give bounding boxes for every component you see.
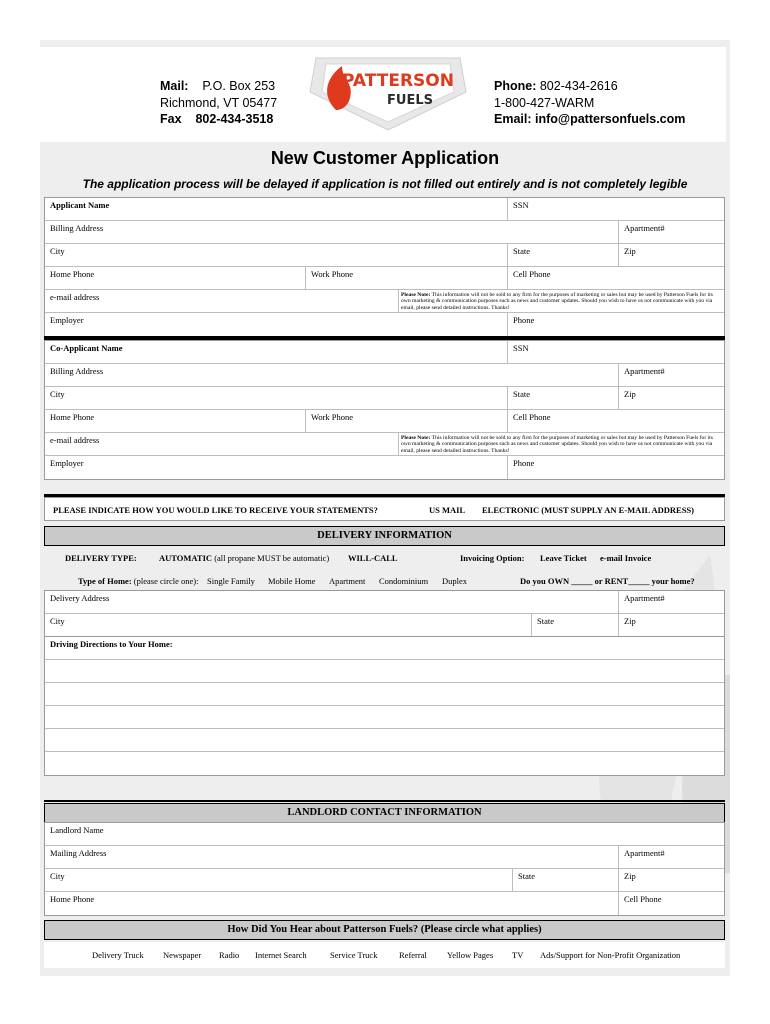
landlord-apartment-field[interactable]: Apartment#: [618, 846, 724, 868]
email-invoice-label: e-mail Invoice: [600, 553, 652, 563]
mail-line2: Richmond, VT 05477: [160, 95, 278, 110]
home-type-label-text: Type of Home:: [78, 576, 132, 586]
delivery-address-field[interactable]: Delivery Address: [50, 593, 110, 603]
email-invoice-option[interactable]: [600, 553, 651, 563]
statements-electronic-option[interactable]: ELECTRONIC (MUST SUPPLY AN E-MAIL ADDRESS): [482, 505, 694, 515]
note-label: Please Note:: [401, 292, 431, 298]
home-type-mobile-home[interactable]: Mobile Home: [268, 576, 316, 586]
delivery-type-row: [65, 553, 137, 563]
coapplicant-home-phone-field[interactable]: Home Phone: [50, 412, 95, 422]
applicant-state-field[interactable]: State: [507, 244, 618, 266]
note-text: This information will not be sold to any firm for the purposes of marketing or sales but may be used by Patterson Fuels for its own marketing & communication purposes such as news and customer updates. Should you wish to have us not communicate with you via email, please send detailed instructions. Thanks!: [401, 292, 713, 311]
referral-service-truck[interactable]: Service Truck: [330, 950, 378, 960]
delivery-type-label: DELIVERY TYPE:: [65, 553, 137, 563]
landlord-home-phone-field[interactable]: Home Phone: [50, 894, 95, 904]
delivery-apartment-field[interactable]: Apartment#: [618, 591, 724, 613]
logo-top-text: PATTERSON: [342, 71, 454, 91]
directions-line[interactable]: [45, 706, 724, 729]
leave-ticket-label: Leave Ticket: [540, 553, 587, 563]
directions-line[interactable]: [45, 729, 724, 752]
invoicing-label-text: Invoicing Option:: [460, 553, 525, 563]
invoicing-label: [460, 553, 524, 563]
delivery-address-section: [44, 590, 725, 638]
page-title: New Customer Application: [270, 148, 500, 168]
automatic-label: AUTOMATIC: [159, 553, 213, 563]
home-type-duplex[interactable]: Duplex: [442, 576, 468, 586]
directions-section: [44, 636, 725, 776]
fax-label: Fax: [160, 112, 182, 126]
coapplicant-name-field[interactable]: Co-Applicant Name: [50, 343, 123, 353]
home-type-label: [78, 576, 198, 586]
note-text: This information will not be sold to any firm for the purposes of marketing or sales but may be used by Patterson Fuels for its own marketing & communication purposes such as news and customer updates. Should you wish to have us not communicate with you via email, please send detailed instructions. Thanks!: [401, 435, 713, 454]
coapplicant-billing-field[interactable]: Billing Address: [50, 366, 104, 376]
will-call-option[interactable]: [348, 553, 398, 563]
delivery-heading: DELIVERY INFORMATION: [44, 526, 725, 546]
referral-referral[interactable]: Referral: [399, 950, 427, 960]
applicant-name-field[interactable]: Applicant Name: [50, 200, 110, 210]
landlord-name-field[interactable]: Landlord Name: [50, 825, 104, 835]
landlord-zip-field[interactable]: Zip: [618, 869, 724, 891]
page-subtitle: The application process will be delayed if application is not filled out entirely and is not completely legible: [82, 177, 688, 191]
note-label: Please Note:: [401, 435, 431, 441]
referral-yellow-pages[interactable]: Yellow Pages: [447, 950, 494, 960]
fax-value: 802-434-3518: [195, 112, 274, 126]
landlord-mailing-field[interactable]: Mailing Address: [50, 848, 107, 858]
landlord-heading: LANDLORD CONTACT INFORMATION: [44, 803, 725, 823]
email-value: Email: info@pattersonfuels.com: [494, 112, 686, 126]
coapplicant-employer-phone-field[interactable]: Phone: [507, 456, 724, 479]
leave-ticket-option[interactable]: [540, 553, 587, 563]
delivery-state-field[interactable]: State: [531, 614, 618, 637]
statements-us-mail-option[interactable]: US MAIL: [429, 505, 466, 515]
applicant-work-phone-field[interactable]: Work Phone: [305, 267, 507, 289]
landlord-cell-phone-field[interactable]: Cell Phone: [618, 892, 724, 915]
phone-value: 802-434-2616: [539, 79, 618, 93]
home-type-note: (please circle one):: [133, 576, 199, 586]
statements-row: [44, 497, 725, 521]
coapplicant-cell-phone-field[interactable]: Cell Phone: [507, 410, 724, 432]
coapplicant-ssn-field[interactable]: SSN: [507, 341, 724, 363]
home-type-apartment[interactable]: Apartment: [329, 576, 366, 586]
referral-delivery-truck[interactable]: Delivery Truck: [92, 950, 144, 960]
directions-label: Driving Directions to Your Home:: [50, 639, 173, 649]
referral-radio[interactable]: Radio: [219, 950, 240, 960]
applicant-email-field[interactable]: e-mail address: [50, 292, 100, 302]
referral-options: [44, 942, 725, 968]
phone2-value: 1-800-427-WARM: [494, 95, 595, 110]
will-call-label: WILL-CALL: [348, 553, 398, 563]
landlord-city-field[interactable]: City: [50, 871, 65, 881]
coapplicant-section: [44, 340, 725, 480]
section-divider: [44, 800, 725, 802]
referral-internet-search[interactable]: Internet Search: [255, 950, 307, 960]
referral-tv[interactable]: TV: [512, 950, 524, 960]
applicant-zip-field[interactable]: Zip: [618, 244, 724, 266]
applicant-city-field[interactable]: City: [50, 246, 65, 256]
delivery-city-field[interactable]: City: [50, 616, 65, 626]
delivery-zip-field[interactable]: Zip: [618, 614, 724, 637]
home-type-condominium[interactable]: Condominium: [379, 576, 429, 586]
applicant-employer-field[interactable]: Employer: [50, 315, 84, 325]
mail-label: Mail:: [160, 79, 189, 93]
applicant-employer-phone-field[interactable]: Phone: [507, 313, 724, 336]
own-rent-question[interactable]: Do you OWN _____ or RENT_____ your home?: [520, 576, 695, 586]
directions-line[interactable]: [45, 752, 724, 775]
applicant-section: [44, 197, 725, 337]
contact-info: [494, 78, 685, 128]
coapplicant-email-field[interactable]: e-mail address: [50, 435, 100, 445]
automatic-option[interactable]: [159, 553, 329, 563]
automatic-note: (all propane MUST be automatic): [214, 553, 330, 563]
landlord-section: [44, 822, 725, 916]
coapplicant-state-field[interactable]: State: [507, 387, 618, 409]
applicant-billing-field[interactable]: Billing Address: [50, 223, 104, 233]
applicant-apartment-field[interactable]: Apartment#: [618, 221, 724, 243]
referral-newspaper[interactable]: Newspaper: [163, 950, 202, 960]
mailing-info: [160, 78, 277, 128]
logo-bottom-text: FUELS: [387, 93, 433, 108]
referral-ads-support[interactable]: Ads/Support for Non-Profit Organization: [540, 950, 681, 960]
applicant-home-phone-field[interactable]: Home Phone: [50, 269, 95, 279]
coapplicant-email-note: [398, 433, 724, 455]
coapplicant-city-field[interactable]: City: [50, 389, 65, 399]
coapplicant-apartment-field[interactable]: Apartment#: [618, 364, 724, 386]
applicant-email-note: [398, 290, 724, 312]
mail-line1: P.O. Box 253: [202, 79, 276, 93]
coapplicant-employer-field[interactable]: Employer: [50, 458, 84, 468]
applicant-ssn-field[interactable]: SSN: [507, 198, 724, 220]
referral-heading: How Did You Hear about Patterson Fuels? (Please circle what applies): [44, 920, 725, 940]
applicant-cell-phone-field[interactable]: Cell Phone: [507, 267, 724, 289]
phone-label: Phone:: [494, 79, 537, 93]
coapplicant-zip-field[interactable]: Zip: [618, 387, 724, 409]
directions-line[interactable]: [45, 660, 724, 683]
directions-line[interactable]: [45, 683, 724, 706]
statements-question: PLEASE INDICATE HOW YOU WOULD LIKE TO RECEIVE YOUR STATEMENTS?: [53, 505, 378, 515]
patterson-fuels-logo: [298, 52, 478, 132]
coapplicant-work-phone-field[interactable]: Work Phone: [305, 410, 507, 432]
landlord-state-field[interactable]: State: [512, 869, 618, 891]
home-type-single-family[interactable]: Single Family: [207, 576, 255, 586]
